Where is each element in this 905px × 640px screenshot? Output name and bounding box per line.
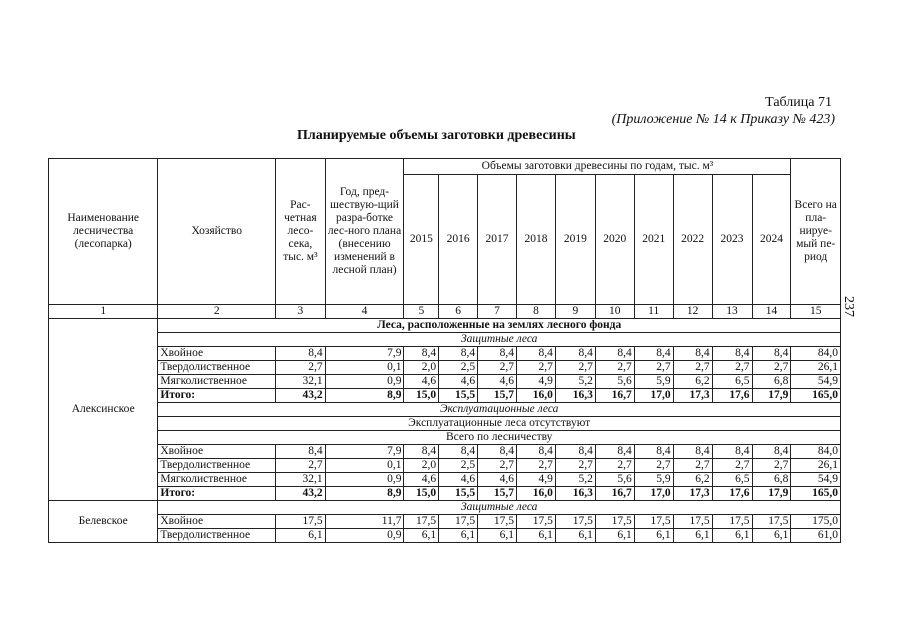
value-cell: 8,4	[752, 445, 791, 459]
value-cell: 16,7	[595, 487, 634, 501]
value-cell: 8,4	[478, 445, 517, 459]
col-header-year: 2015	[404, 175, 439, 305]
value-cell: 84,0	[791, 445, 841, 459]
value-cell: 4,9	[516, 473, 555, 487]
value-cell: 5,6	[595, 473, 634, 487]
value-cell: 2,7	[555, 361, 595, 375]
value-cell: 2,0	[404, 459, 439, 473]
value-cell: 8,4	[478, 347, 517, 361]
value-cell: 16,0	[516, 487, 555, 501]
farm-label: Хвойное	[158, 445, 276, 459]
value-cell: 7,9	[325, 347, 404, 361]
value-cell: 17,0	[634, 389, 673, 403]
value-cell: 2,7	[634, 459, 673, 473]
value-cell: 8,4	[516, 445, 555, 459]
farm-label: Мягколиственное	[158, 473, 276, 487]
value-cell: 2,7	[752, 459, 791, 473]
col-number: 13	[712, 305, 752, 319]
value-cell: 0,1	[325, 361, 404, 375]
value-cell: 17,5	[595, 515, 634, 529]
table-number: Таблица 71	[765, 95, 832, 110]
col-header-year: 2017	[478, 175, 517, 305]
value-cell: 4,6	[404, 473, 439, 487]
col-header-year: 2019	[555, 175, 595, 305]
value-cell: 2,7	[712, 459, 752, 473]
value-cell: 6,8	[752, 375, 791, 389]
value-cell: 2,7	[752, 361, 791, 375]
col-number: 6	[439, 305, 478, 319]
col-header-year: 2022	[673, 175, 712, 305]
table-row	[49, 487, 841, 501]
value-cell: 4,6	[478, 375, 517, 389]
col-number: 12	[673, 305, 712, 319]
value-cell: 5,2	[555, 473, 595, 487]
value-cell: 2,7	[516, 361, 555, 375]
col-number: 2	[158, 305, 276, 319]
col-number: 8	[516, 305, 555, 319]
value-cell: 15,7	[478, 389, 517, 403]
value-cell: 17,5	[439, 515, 478, 529]
value-cell: 17,5	[478, 515, 517, 529]
col-header-total: Всего на пла-нируе-мый пе-риод	[791, 159, 841, 305]
col-header-forestry: Наименование лесничества (лесопарка)	[49, 159, 158, 305]
value-cell: 17,0	[634, 487, 673, 501]
table-title: Планируемые объемы заготовки древесины	[297, 128, 576, 143]
value-cell: 2,7	[712, 361, 752, 375]
value-cell: 2,7	[634, 361, 673, 375]
value-cell: 17,5	[752, 515, 791, 529]
subsection-protective: Защитные леса	[158, 501, 841, 515]
value-cell: 54,9	[791, 473, 841, 487]
value-cell: 6,8	[752, 473, 791, 487]
col-number: 14	[752, 305, 791, 319]
col-header-year: 2020	[595, 175, 634, 305]
value-cell: 6,1	[439, 529, 478, 543]
value-cell: 2,7	[478, 361, 517, 375]
value-cell: 17,6	[712, 389, 752, 403]
subsection-exploitation: Эксплуатационные леса	[158, 403, 841, 417]
page-number: 237	[841, 296, 856, 317]
value-cell: 4,6	[439, 375, 478, 389]
value-cell: 165,0	[791, 389, 841, 403]
exploitation-note: Эксплуатационные леса отсутствуют	[158, 417, 841, 431]
value-cell: 6,1	[555, 529, 595, 543]
subsection-protective: Защитные леса	[158, 333, 841, 347]
forestry-name-aleksinskoe: Алексинское	[49, 319, 158, 501]
value-cell: 17,5	[404, 515, 439, 529]
value-cell: 0,1	[325, 459, 404, 473]
value-cell: 8,4	[752, 347, 791, 361]
value-cell: 17,5	[516, 515, 555, 529]
value-cell: 6,1	[752, 529, 791, 543]
value-cell: 0,9	[325, 375, 404, 389]
value-cell: 8,4	[673, 347, 712, 361]
col-header-prior-year: Год, пред-шествую-щий разра-ботке лес-ного плана (внесению изменений в лесной план)	[325, 159, 404, 305]
value-cell: 4,6	[439, 473, 478, 487]
value-cell: 4,6	[478, 473, 517, 487]
value-cell: 2,7	[478, 459, 517, 473]
value-cell: 17,9	[752, 389, 791, 403]
value-cell: 175,0	[791, 515, 841, 529]
col-header-year: 2021	[634, 175, 673, 305]
value-cell: 8,4	[673, 445, 712, 459]
col-number: 9	[555, 305, 595, 319]
farm-label: Итого:	[158, 389, 276, 403]
value-cell: 5,9	[634, 473, 673, 487]
value-cell: 8,4	[712, 347, 752, 361]
farm-label: Твердолиственное	[158, 459, 276, 473]
value-cell: 54,9	[791, 375, 841, 389]
col-number: 15	[791, 305, 841, 319]
value-cell: 4,9	[516, 375, 555, 389]
value-cell: 8,4	[555, 347, 595, 361]
table-row	[49, 515, 841, 529]
value-cell: 17,5	[634, 515, 673, 529]
section-lands: Леса, расположенные на землях лесного фонда	[158, 319, 841, 333]
value-cell: 0,9	[325, 473, 404, 487]
value-cell: 6,1	[634, 529, 673, 543]
value-cell: 2,7	[516, 459, 555, 473]
col-number: 4	[325, 305, 404, 319]
value-cell: 43,2	[276, 487, 325, 501]
value-cell: 5,9	[634, 375, 673, 389]
value-cell: 2,7	[595, 459, 634, 473]
value-cell: 15,5	[439, 487, 478, 501]
col-number: 5	[404, 305, 439, 319]
value-cell: 16,3	[555, 389, 595, 403]
farm-label: Мягколиственное	[158, 375, 276, 389]
value-cell: 6,1	[673, 529, 712, 543]
col-number: 1	[49, 305, 158, 319]
col-header-year: 2016	[439, 175, 478, 305]
value-cell: 17,3	[673, 389, 712, 403]
value-cell: 2,5	[439, 361, 478, 375]
value-cell: 17,3	[673, 487, 712, 501]
col-number: 11	[634, 305, 673, 319]
col-header-allowable-cut: Рас-четная лесо-сека, тыс. м³	[276, 159, 325, 305]
value-cell: 6,1	[404, 529, 439, 543]
col-header-year: 2024	[752, 175, 791, 305]
table-row	[49, 389, 841, 403]
farm-label: Твердолиственное	[158, 529, 276, 543]
value-cell: 5,2	[555, 375, 595, 389]
farm-label: Хвойное	[158, 515, 276, 529]
value-cell: 16,7	[595, 389, 634, 403]
subsection-forestry-total: Всего по лесничеству	[158, 431, 841, 445]
harvest-volume-table	[48, 158, 841, 543]
value-cell: 8,4	[634, 445, 673, 459]
value-cell: 8,4	[634, 347, 673, 361]
col-header-year: 2018	[516, 175, 555, 305]
table-row	[49, 445, 841, 459]
value-cell: 16,0	[516, 389, 555, 403]
value-cell: 2,7	[673, 459, 712, 473]
value-cell: 8,9	[325, 389, 404, 403]
value-cell: 8,4	[516, 347, 555, 361]
value-cell: 6,1	[595, 529, 634, 543]
table-row	[49, 361, 841, 375]
value-cell: 17,5	[712, 515, 752, 529]
value-cell: 61,0	[791, 529, 841, 543]
table-row	[49, 473, 841, 487]
col-number: 3	[276, 305, 325, 319]
col-header-year: 2023	[712, 175, 752, 305]
value-cell: 2,0	[404, 361, 439, 375]
value-cell: 6,5	[712, 375, 752, 389]
value-cell: 2,7	[673, 361, 712, 375]
table-row	[49, 375, 841, 389]
forestry-name-belevskoe: Белевское	[49, 501, 158, 543]
table-row	[49, 459, 841, 473]
col-number: 10	[595, 305, 634, 319]
value-cell: 17,9	[752, 487, 791, 501]
value-cell: 43,2	[276, 389, 325, 403]
value-cell: 8,4	[439, 347, 478, 361]
value-cell: 11,7	[325, 515, 404, 529]
value-cell: 32,1	[276, 375, 325, 389]
value-cell: 15,0	[404, 487, 439, 501]
farm-label: Итого:	[158, 487, 276, 501]
value-cell: 2,7	[555, 459, 595, 473]
value-cell: 2,7	[276, 459, 325, 473]
value-cell: 2,7	[276, 361, 325, 375]
value-cell: 8,4	[595, 347, 634, 361]
value-cell: 8,4	[404, 347, 439, 361]
value-cell: 6,1	[712, 529, 752, 543]
col-number: 7	[478, 305, 517, 319]
value-cell: 26,1	[791, 361, 841, 375]
value-cell: 17,5	[276, 515, 325, 529]
value-cell: 8,4	[439, 445, 478, 459]
value-cell: 2,7	[595, 361, 634, 375]
value-cell: 6,5	[712, 473, 752, 487]
value-cell: 6,1	[276, 529, 325, 543]
value-cell: 6,2	[673, 473, 712, 487]
value-cell: 6,1	[516, 529, 555, 543]
value-cell: 84,0	[791, 347, 841, 361]
farm-label: Твердолиственное	[158, 361, 276, 375]
value-cell: 15,0	[404, 389, 439, 403]
value-cell: 8,4	[555, 445, 595, 459]
value-cell: 165,0	[791, 487, 841, 501]
appendix-reference: (Приложение № 14 к Приказу № 423)	[611, 112, 835, 127]
value-cell: 8,4	[595, 445, 634, 459]
value-cell: 8,4	[712, 445, 752, 459]
value-cell: 17,5	[555, 515, 595, 529]
table-row	[49, 529, 841, 543]
value-cell: 8,4	[276, 445, 325, 459]
table-row	[49, 347, 841, 361]
value-cell: 4,6	[404, 375, 439, 389]
value-cell: 2,5	[439, 459, 478, 473]
value-cell: 26,1	[791, 459, 841, 473]
col-header-farm: Хозяйство	[158, 159, 276, 305]
value-cell: 17,5	[673, 515, 712, 529]
value-cell: 8,4	[404, 445, 439, 459]
value-cell: 8,9	[325, 487, 404, 501]
value-cell: 15,5	[439, 389, 478, 403]
value-cell: 6,1	[478, 529, 517, 543]
value-cell: 6,2	[673, 375, 712, 389]
value-cell: 7,9	[325, 445, 404, 459]
farm-label: Хвойное	[158, 347, 276, 361]
value-cell: 17,6	[712, 487, 752, 501]
value-cell: 15,7	[478, 487, 517, 501]
value-cell: 16,3	[555, 487, 595, 501]
value-cell: 8,4	[276, 347, 325, 361]
value-cell: 5,6	[595, 375, 634, 389]
value-cell: 0,9	[325, 529, 404, 543]
value-cell: 32,1	[276, 473, 325, 487]
col-header-volumes-group: Объемы заготовки древесины по годам, тыс. м³	[404, 159, 791, 175]
